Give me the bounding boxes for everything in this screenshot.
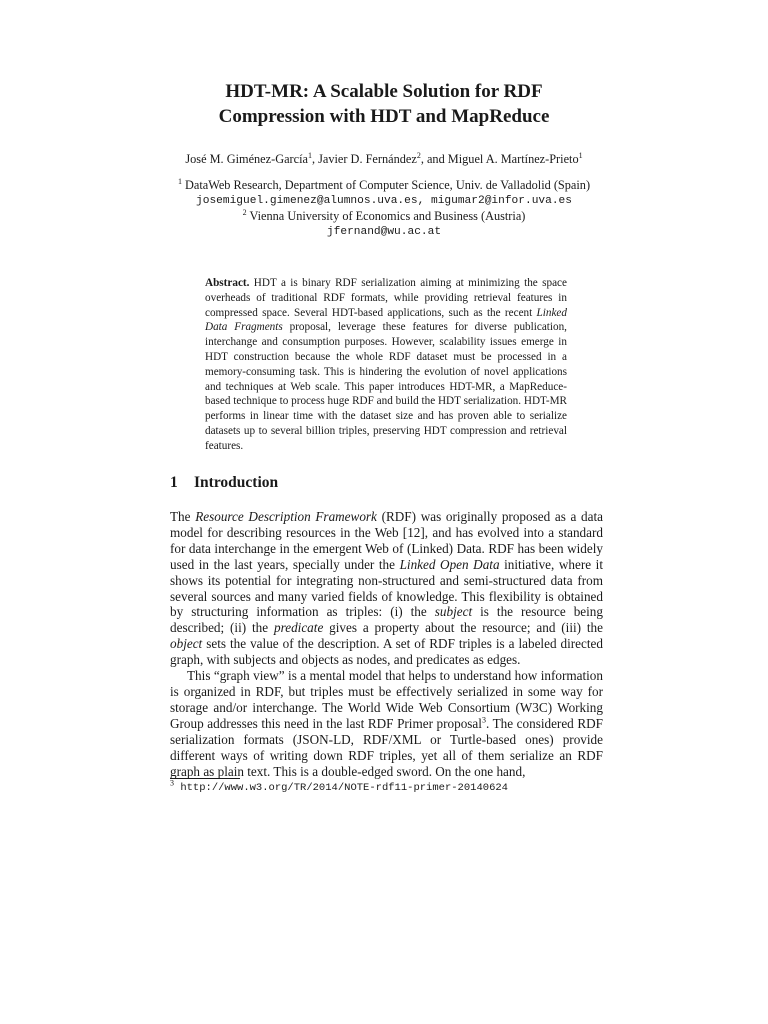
text-run: (RDF) was originally proposed as a data model for describing resources in the Web [12], and has evolved into a standard for data interchange in the emergent Web of (Linked) Data. RDF has been widely used in the last years, specially under the — [170, 509, 603, 572]
text-run: initiative, where it shows its potential for integrating non-structured and semi-structured data from several sources and many varied fields of knowledge. This flexibility is obtained by structuring information as triples: (i) the — [170, 556, 604, 620]
abstract-label: Abstract. — [205, 277, 250, 289]
title-line-2: Compression with HDT and MapReduce — [218, 106, 550, 127]
emphasis: subject — [434, 604, 473, 620]
author-3: Miguel A. Martínez-Prieto — [447, 152, 579, 166]
abstract — [205, 276, 567, 454]
author-2-affil-mark: 2 — [416, 150, 421, 160]
paragraph-2 — [170, 668, 603, 779]
abstract-emphasis: Linked Data Fragments — [205, 306, 567, 334]
author-2: Javier D. Fernández — [318, 152, 417, 166]
affiliations — [0, 178, 768, 240]
affiliation-1 — [0, 178, 768, 194]
affiliation-2 — [0, 209, 768, 225]
section-number: 1 — [170, 474, 178, 491]
author-1: José M. Giménez-García — [185, 152, 308, 166]
text-run: sets the value of the description. A set of RDF triples is a labeled directed graph, with subjects and objects as nodes, and predicates as edges. — [170, 636, 603, 668]
emphasis: predicate — [273, 620, 324, 636]
author-3-affil-mark: 1 — [578, 150, 583, 160]
author-1-affil-mark: 1 — [307, 150, 312, 160]
text-run: gives a property about the resource; and (iii) the — [323, 620, 603, 636]
author-separator: , — [311, 152, 319, 166]
affiliation-1-mark: 1 — [177, 176, 182, 186]
section-title: Introduction — [194, 474, 279, 491]
footnote-mark: 3 — [170, 778, 174, 788]
emphasis: Resource Description Framework — [195, 509, 377, 524]
footnote — [170, 778, 508, 795]
text-run: The — [170, 509, 196, 524]
body-text — [170, 509, 603, 779]
paragraph-1 — [170, 509, 603, 668]
footnote-url: http://www.w3.org/TR/2014/NOTE-rdf11-primer-20140624 — [180, 782, 508, 794]
affiliation-1-text: DataWeb Research, Department of Computer Science, Univ. de Valladolid (Spain) — [185, 178, 591, 192]
author-list — [0, 151, 768, 167]
author-separator: , and — [420, 152, 448, 166]
abstract-text: HDT a is binary RDF serialization aiming at minimizing the space overheads of traditional RDF formats, while providing retrieval features in compressed space. Several HDT-based applications, such as the recent — [205, 277, 567, 319]
footnote-divider — [170, 778, 240, 779]
text-run: is the resource being described; (ii) the — [170, 604, 603, 636]
paper-title — [0, 79, 768, 129]
title-line-1: HDT-MR: A Scalable Solution for RDF — [225, 81, 543, 102]
emphasis: object — [170, 636, 203, 652]
abstract-text: proposal, leverage these features for diverse publication, interchange and consumption purposes. However, scalability issues emerge in HDT construction because the whole RDF dataset must be processed in a memory-consuming task. This is hindering the evolution of novel applications and techniques at Web scale. This paper introduces HDT-MR, a MapReduce-based technique to process huge RDF and build the HDT serialization. HDT-MR performs in linear time with the dataset size and has proven able to serialize datasets up to several billion triples, preserving HDT compression and retrieval features. — [205, 321, 567, 452]
text-run: . The considered RDF serialization formats (JSON-LD, RDF/XML or Turtle-based ones) provide different ways of writing down RDF triples, yet all of them serialize an RDF graph as plain text. This is a double-edged sword. On the one hand, — [170, 715, 603, 779]
affiliation-2-text: Vienna University of Economics and Business (Austria) — [249, 209, 526, 223]
footnote-ref: 3 — [481, 715, 486, 725]
section-heading — [170, 474, 278, 492]
affiliation-1-emails: josemiguel.gimenez@alumnos.uva.es, migumar2@infor.uva.es — [196, 194, 572, 207]
affiliation-2-email: jfernand@wu.ac.at — [326, 225, 442, 238]
affiliation-2-mark: 2 — [242, 207, 247, 217]
text-run: This “graph view” is a mental model that helps to understand how information is organized in RDF, but triples must be effectively serialized in some way for storage and/or interchange. The World Wide Web Consortium (W3C) Working Group addresses this need in the last RDF Primer proposal — [170, 668, 603, 731]
emphasis: Linked Open Data — [399, 556, 500, 572]
